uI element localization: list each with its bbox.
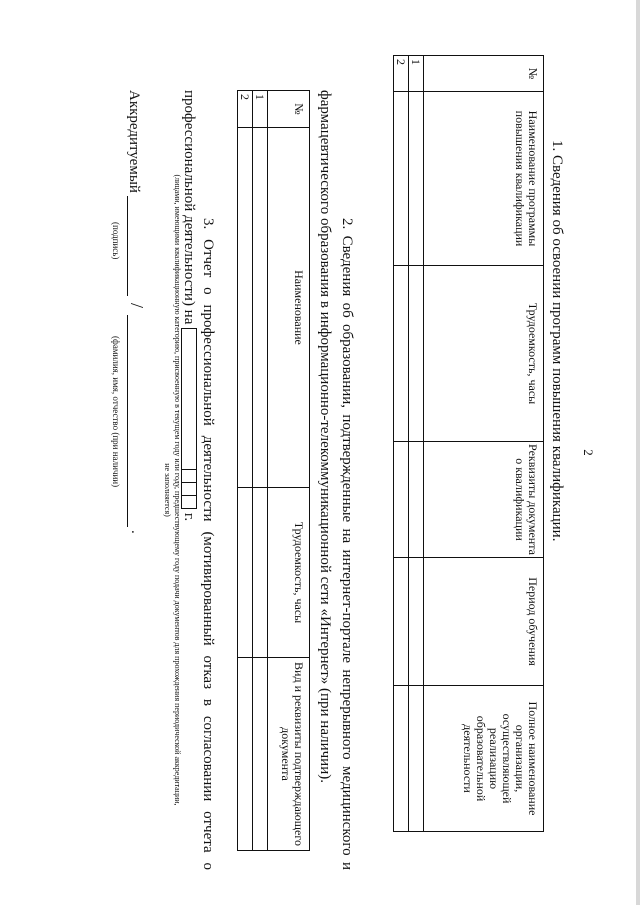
- cell-document: [394, 442, 409, 558]
- section3-text: 3. Отчет о профессиональной деятельности (мотивированный отказ в согласовании отчета о профессиональной деятельности) на: [181, 90, 216, 870]
- row-number: 2: [238, 91, 253, 128]
- year-suffix: г.: [181, 512, 197, 522]
- col-number-header: №: [424, 56, 544, 92]
- accredited-label: Аккредитуемый: [126, 90, 142, 193]
- col-program-header: Наименование программы повышения квалификации: [424, 92, 544, 266]
- row-number: 1: [409, 56, 424, 92]
- cell-program: [409, 92, 424, 266]
- col-document-header: Вид и реквизиты подтверждающего документа: [268, 658, 310, 851]
- name-caption: (фамилия, имя, отчество (при наличии): [111, 336, 121, 488]
- col-hours-header: Трудоемкость, часы: [424, 266, 544, 442]
- col-document-header: Реквизиты документа о квалификации: [424, 442, 544, 558]
- row-number: 2: [394, 56, 409, 92]
- cell-hours: [238, 488, 253, 658]
- full-name-line[interactable]: [127, 315, 128, 527]
- cell-organization: [394, 686, 409, 832]
- col-name-header: Наименование: [268, 128, 310, 488]
- closing-dot: .: [128, 530, 144, 534]
- cell-document: [409, 442, 424, 558]
- table-row: [394, 56, 409, 832]
- cell-hours: [253, 488, 268, 658]
- cell-organization: [409, 686, 424, 832]
- cell-name: [238, 128, 253, 488]
- year-input-boxes[interactable]: [181, 328, 197, 509]
- scan-edge: [636, 0, 640, 905]
- cell-period: [394, 558, 409, 686]
- row-number: 1: [253, 91, 268, 128]
- table-row: [253, 91, 268, 851]
- col-number-header: №: [268, 91, 310, 128]
- page-number: 2: [581, 449, 596, 456]
- cell-document: [238, 658, 253, 851]
- section3-paragraph: [179, 90, 217, 870]
- col-hours-header: Трудоемкость, часы: [268, 488, 310, 658]
- section1-table: [393, 55, 544, 832]
- section2-table: [237, 90, 310, 851]
- cell-hours: [394, 266, 409, 442]
- section3-note: (лицами, имеющими квалификационную категорию, присвоенную в текущем году или году, предшествующему году подачи документов для прохождения периодической аккредитации, не заполняется): [163, 174, 182, 806]
- table-row: [409, 56, 424, 832]
- signature-caption: (подпись): [111, 222, 121, 260]
- col-organization-header: Полное наименование организации, осуществляющей реализацию образовательной деятельности: [424, 686, 544, 832]
- signature-separator: /: [127, 303, 147, 309]
- cell-name: [253, 128, 268, 488]
- section1-title: 1. Сведения об освоении программ повышения квалификации.: [549, 140, 565, 542]
- cell-period: [409, 558, 424, 686]
- cell-hours: [409, 266, 424, 442]
- cell-document: [253, 658, 268, 851]
- table-row: [238, 91, 253, 851]
- cell-program: [394, 92, 409, 266]
- signature-line[interactable]: [127, 196, 128, 296]
- section2-title: 2. Сведения об образовании, подтвержденные на интернет-портале непрерывного медицинского и фармацевтического образования в информационно-телекоммуникационной сети «Интернет» (при наличии).: [317, 90, 355, 870]
- col-period-header: Период обучения: [424, 558, 544, 686]
